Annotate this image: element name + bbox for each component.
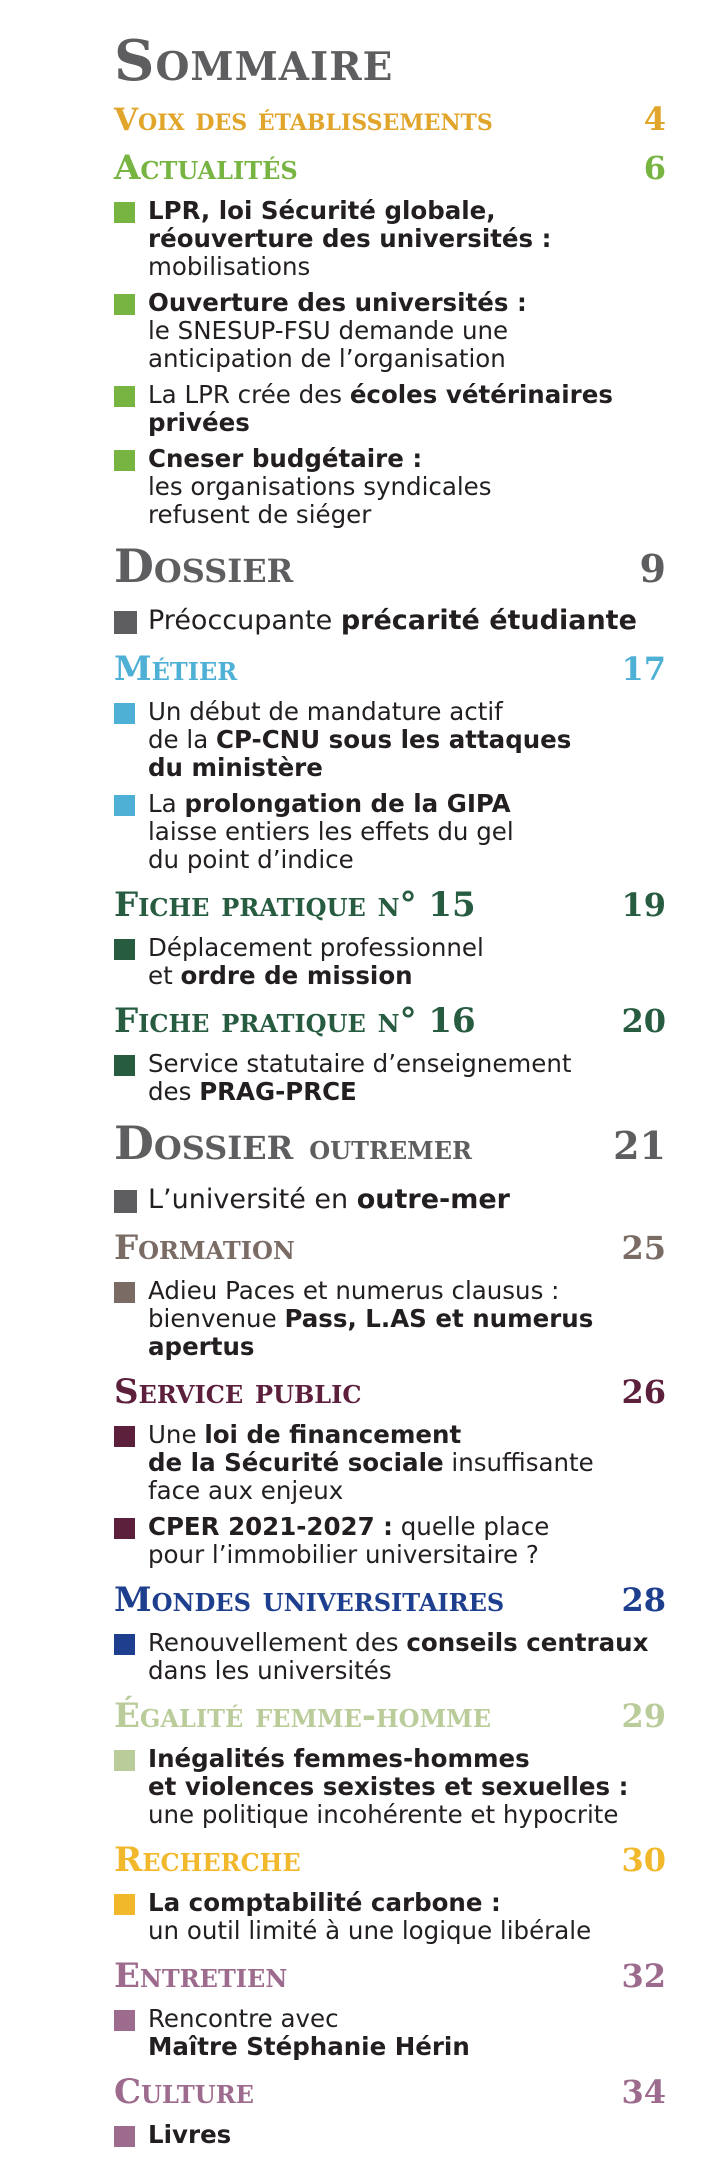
page-title: Sommaire <box>114 28 394 94</box>
section-egalite-femme-homme[interactable] <box>114 1693 666 1739</box>
item-text: bienvenue <box>148 1304 285 1333</box>
square-bullet-icon <box>114 1282 135 1303</box>
section-page: 21 <box>613 1123 666 1168</box>
item-text-bold: ordre de mission <box>180 961 413 990</box>
item-text-bold: du ministère <box>148 753 323 782</box>
section-title: Égalité femme-homme <box>114 1696 491 1736</box>
square-bullet-icon <box>114 450 135 471</box>
section-dossier-outremer[interactable] <box>114 1114 666 1177</box>
square-bullet-icon <box>114 1894 135 1915</box>
toc-item[interactable] <box>114 197 666 281</box>
square-bullet-icon <box>114 1426 135 1447</box>
item-text-bold: apertus <box>148 1332 255 1361</box>
toc-item[interactable] <box>114 604 666 638</box>
item-text-bold: Maître Stéphanie Hérin <box>148 2032 470 2061</box>
item-text: mobilisations <box>148 252 311 281</box>
item-text-bold: Livres <box>148 2120 232 2149</box>
square-bullet-icon <box>114 795 135 816</box>
item-text: une politique incohérente et hypocrite <box>148 1800 619 1829</box>
section-page: 9 <box>639 546 666 591</box>
section-fiche-pratique-15[interactable] <box>114 882 666 928</box>
item-text-bold: Pass, L.AS et numerus <box>284 1304 594 1333</box>
square-bullet-icon <box>114 1055 135 1076</box>
square-bullet-icon <box>114 386 135 407</box>
item-text: Un début de mandature actif <box>148 697 503 726</box>
square-bullet-icon <box>114 1518 135 1539</box>
item-text-bold: La comptabilité carbone : <box>148 1888 501 1917</box>
item-text: Rencontre avec <box>148 2004 339 2033</box>
item-text-bold: de la Sécurité sociale <box>148 1448 444 1477</box>
item-text: des <box>148 1077 200 1106</box>
section-page: 20 <box>621 1002 666 1040</box>
section-title: Culture <box>114 2072 254 2112</box>
item-text: laisse entiers les effets du gel <box>148 817 514 846</box>
toc-item[interactable] <box>114 2121 666 2149</box>
item-text: et <box>148 961 181 990</box>
item-text-bold: Cneser budgétaire : <box>148 444 423 473</box>
toc-item[interactable] <box>114 1745 666 1829</box>
item-text: L’université en <box>148 1184 357 1215</box>
item-text: de la <box>148 725 217 754</box>
item-text-bold: écoles vétérinaires <box>349 380 613 409</box>
item-text: les organisations syndicales <box>148 472 492 501</box>
section-title: Actualités <box>114 148 298 188</box>
item-text-bold: loi de financement <box>204 1420 462 1449</box>
item-text-bold: LPR, loi Sécurité globale, réouverture des universités : <box>148 196 552 253</box>
item-text-bold: privées <box>148 408 250 437</box>
toc-item[interactable] <box>114 698 666 782</box>
toc-item[interactable] <box>114 1421 666 1505</box>
section-page: 4 <box>643 100 666 138</box>
section-formation[interactable] <box>114 1225 666 1271</box>
square-bullet-icon <box>114 2126 135 2147</box>
section-metier[interactable] <box>114 646 666 692</box>
item-text-bold: Ouverture des universités : <box>148 288 527 317</box>
section-page: 32 <box>621 1957 666 1995</box>
section-title: Recherche <box>114 1840 301 1880</box>
toc-item[interactable] <box>114 381 666 437</box>
toc-item[interactable] <box>114 445 666 529</box>
item-text-bold: Inégalités femmes-hommes <box>148 1744 530 1773</box>
toc-item[interactable] <box>114 1513 666 1569</box>
square-bullet-icon <box>114 1750 135 1771</box>
toc-item[interactable] <box>114 289 666 373</box>
item-text-bold: conseils centraux <box>406 1628 649 1657</box>
square-bullet-icon <box>114 1634 135 1655</box>
item-text-bold: PRAG-PRCE <box>199 1077 357 1106</box>
section-actualites[interactable] <box>114 145 666 191</box>
item-text: anticipation de l’organisation <box>148 344 506 373</box>
section-title: Mondes universitaires <box>114 1580 505 1620</box>
section-fiche-pratique-16[interactable] <box>114 998 666 1044</box>
section-recherche[interactable] <box>114 1837 666 1883</box>
item-text: pour l’immobilier universitaire ? <box>148 1540 539 1569</box>
section-page: 25 <box>621 1229 666 1267</box>
item-text: Une <box>148 1420 205 1449</box>
section-page: 6 <box>643 149 666 187</box>
item-text: Déplacement professionnel <box>148 933 484 962</box>
section-page: 34 <box>621 2073 666 2111</box>
toc-item[interactable] <box>114 1183 666 1217</box>
toc-item[interactable] <box>114 1050 666 1106</box>
item-text: insuffisante <box>443 1448 594 1477</box>
section-page: 26 <box>621 1373 666 1411</box>
section-title: Dossier <box>114 1116 294 1170</box>
section-culture[interactable] <box>114 2069 666 2115</box>
item-text: refusent de siéger <box>148 500 372 529</box>
square-bullet-icon <box>114 2010 135 2031</box>
section-page: 29 <box>621 1697 666 1735</box>
section-title: Fiche pratique n° 16 <box>114 1001 476 1041</box>
section-page: 19 <box>621 886 666 924</box>
section-page: 28 <box>621 1581 666 1619</box>
section-title: Service public <box>114 1372 362 1412</box>
section-mondes-universitaires[interactable] <box>114 1577 666 1623</box>
item-text: un outil limité à une logique libérale <box>148 1916 592 1945</box>
item-text: Renouvellement des <box>148 1628 407 1657</box>
item-text-bold: précarité étudiante <box>340 605 637 636</box>
item-text-bold: prolongation de la GIPA <box>184 789 511 818</box>
table-of-contents <box>114 28 666 2157</box>
item-text: La <box>148 789 185 818</box>
item-text: Préoccupante <box>148 605 341 636</box>
square-bullet-icon <box>114 202 135 223</box>
square-bullet-icon <box>114 1190 137 1213</box>
section-title: Fiche pratique n° 15 <box>114 885 476 925</box>
section-title: Dossier <box>114 539 294 593</box>
section-title: Voix des établissements <box>114 102 493 138</box>
section-title: Métier <box>114 649 238 689</box>
item-text-bold: outre-mer <box>356 1184 510 1215</box>
toc-item[interactable] <box>114 1889 666 1945</box>
item-text: le SNESUP-FSU demande une <box>148 316 509 345</box>
square-bullet-icon <box>114 939 135 960</box>
toc-item[interactable] <box>114 790 666 874</box>
item-text: dans les universités <box>148 1656 392 1685</box>
item-text-bold: CP-CNU sous les attaques <box>216 725 572 754</box>
section-entretien[interactable] <box>114 1953 666 1999</box>
item-text: face aux enjeux <box>148 1476 344 1505</box>
section-dossier[interactable] <box>114 537 666 598</box>
square-bullet-icon <box>114 294 135 315</box>
section-voix-etablissements[interactable] <box>114 96 666 143</box>
toc-item[interactable] <box>114 934 666 990</box>
square-bullet-icon <box>114 611 137 634</box>
toc-item[interactable] <box>114 1277 666 1361</box>
item-text-bold: et violences sexistes et sexuelles : <box>148 1772 629 1801</box>
section-service-public[interactable] <box>114 1369 666 1415</box>
section-subtitle: outremer <box>309 1128 472 1168</box>
toc-item[interactable] <box>114 1629 666 1685</box>
section-page: 30 <box>621 1841 666 1879</box>
square-bullet-icon <box>114 703 135 724</box>
item-text: du point d’indice <box>148 845 354 874</box>
item-text: Service statutaire d’enseignement <box>148 1049 572 1078</box>
item-text: Adieu Paces et numerus clausus : <box>148 1276 560 1305</box>
item-text-bold: CPER 2021-2027 : <box>148 1512 393 1541</box>
section-title: Formation <box>114 1228 295 1268</box>
item-text: quelle place <box>392 1512 550 1541</box>
item-text: La LPR crée des <box>148 380 350 409</box>
section-title: Entretien <box>114 1956 288 1996</box>
section-page: 17 <box>621 650 666 688</box>
toc-item[interactable] <box>114 2005 666 2061</box>
